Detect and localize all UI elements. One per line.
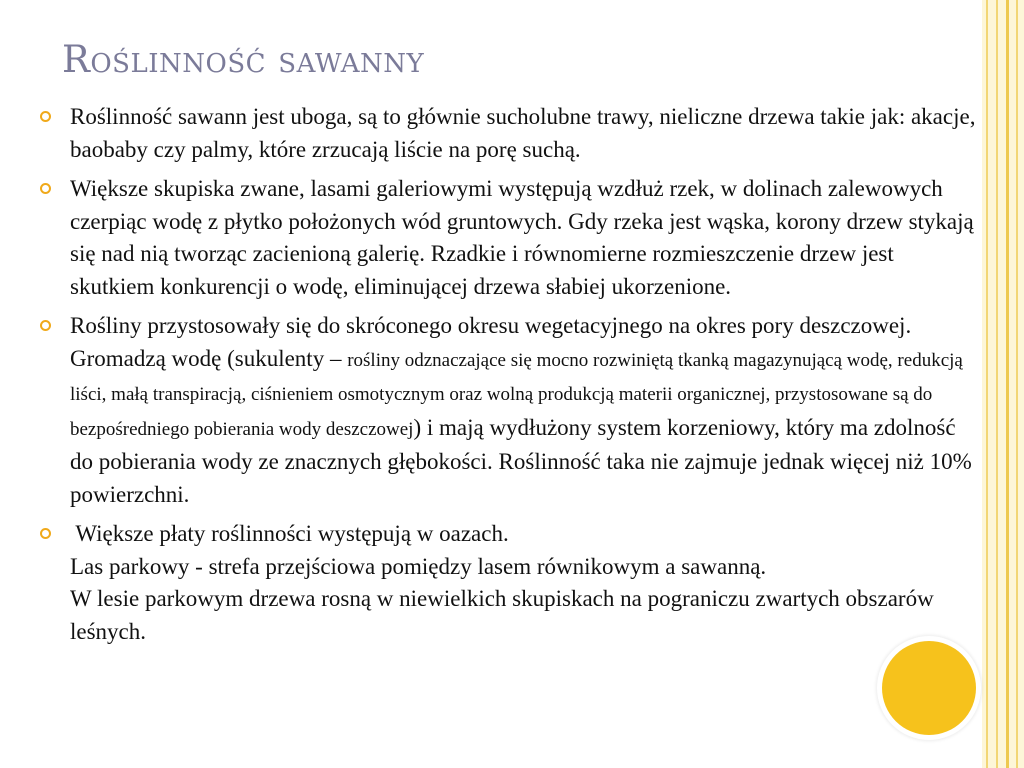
- decorative-stripes: [982, 0, 1024, 768]
- bullet-item: [38, 173, 980, 303]
- bullet-circle-icon: [40, 111, 51, 122]
- bullet-text: Roślinność sawann jest uboga, są to głównie sucholubne trawy, nieliczne drzewa takie jak: akacje, baobaby czy palmy, które zrzucają liście na porę suchą.: [70, 104, 976, 162]
- stripe: [1006, 0, 1009, 768]
- bullet-item: [38, 101, 980, 166]
- bullet-text: Większe skupiska zwane, lasami galeriowymi występują wzdłuż rzek, w dolinach zalewowych czerpiąc wodę z płytko położonych wód gruntowych. Gdy rzeka jest wąska, korony drzew stykają się nad nią tworząc zacienioną galerię. Rzadkie i równomierne rozmieszczenie drzew jest skutkiem konkurencji o wodę, eliminującej drzewa słabiej ukorzenione.: [70, 176, 974, 299]
- bullet-circle-icon: [40, 528, 51, 539]
- bullet-list: [38, 101, 980, 655]
- stripe: [986, 0, 988, 768]
- bullet-text-line: Las parkowy - strefa przejściowa pomiędzy lasem równikowym a sawanną.: [70, 553, 767, 579]
- slide-title: Roślinność sawanny: [62, 38, 425, 81]
- bullet-text: ) i mają wydłużony system korzeniowy, który ma zdolność do pobierania wody ze znacznych głębokości. Roślinność taka nie zajmuje jednak więcej niż 10% powierzchni.: [70, 414, 972, 507]
- bullet-item: [38, 518, 980, 648]
- bullet-item: [38, 310, 980, 511]
- stripe: [996, 0, 998, 768]
- bullet-text-line: W lesie parkowym drzewa rosną w niewielkich skupiskach na pograniczu zwartych obszarów leśnych.: [70, 586, 934, 644]
- bullet-text: Rośliny przystosowały się do skróconego okresu wegetacyjnego na okres pory deszczowej. Gromadzą wodę (sukulenty –: [70, 313, 912, 371]
- bullet-circle-icon: [40, 320, 51, 331]
- bullet-text-small: rośliny odznaczające się mocno rozwiniętą tkanką magazynującą wodę, redukcją liści, małą transpiracją, ciśnieniem osmotycznym oraz wolną produkcją materii organicznej, przystosowane są do bezpośredniego pobierania wody deszczowej: [70, 349, 963, 440]
- bullet-circle-icon: [40, 183, 51, 194]
- bullet-text-line: Większe płaty roślinności występują w oazach.: [70, 521, 509, 546]
- stripe: [1016, 0, 1018, 768]
- decorative-gold-circle: [882, 641, 976, 735]
